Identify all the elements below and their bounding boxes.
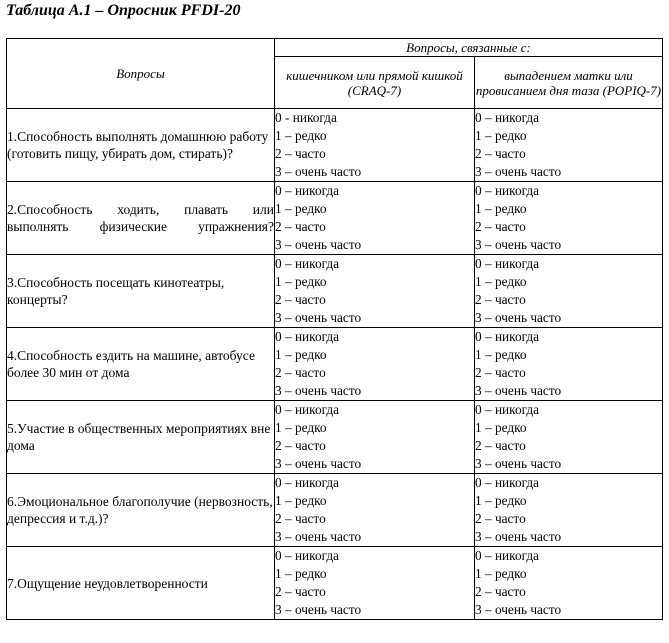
answer-option: 0 – никогда (475, 402, 540, 417)
answer-option: 3 – очень часто (475, 310, 562, 325)
answer-option: 1 – редко (275, 201, 327, 216)
answer-option: 3 – очень часто (475, 237, 562, 252)
answer-option: 2 – часто (475, 511, 526, 526)
answer-option: 3 – очень часто (475, 602, 562, 617)
answer-option: 2 – часто (275, 365, 326, 380)
question-cell: 2.Способность ходить, плавать или выполнять физические упражнения? (7, 182, 275, 255)
popiq-answers-cell (475, 328, 663, 401)
popiq-answers-cell (475, 401, 663, 474)
popiq-answers-cell (475, 547, 663, 620)
craq-answers-cell (275, 474, 475, 547)
answer-option: 2 – часто (475, 292, 526, 307)
answer-option: 3 – очень часто (275, 529, 362, 544)
answer-option: 3 – очень часто (475, 529, 562, 544)
craq-answers-cell (275, 328, 475, 401)
answer-option: 2 – часто (275, 292, 326, 307)
craq-answers-cell (275, 109, 475, 182)
answer-option: 0 – никогда (275, 256, 340, 271)
answer-option: 3 – очень часто (475, 383, 562, 398)
answer-option: 2 – часто (475, 365, 526, 380)
answer-option: 2 – часто (275, 146, 326, 161)
answer-option: 1 – редко (275, 347, 327, 362)
question-cell: 3.Способность посещать кинотеатры, концерты? (7, 255, 275, 328)
question-cell: 4.Способность ездить на машине, автобусе более 30 мин от дома (7, 328, 275, 401)
answer-option: 2 – часто (275, 438, 326, 453)
question-cell: 7.Ощущение неудовлетворенности (7, 547, 275, 620)
popiq-answers-cell (475, 474, 663, 547)
question-cell: 6.Эмоциональное благополучие (нервозность, депрессия и т.д.)? (7, 474, 275, 547)
popiq-answers-cell (475, 182, 663, 255)
table-row (7, 109, 663, 182)
popiq-answers-cell (475, 255, 663, 328)
answer-option: 3 – очень часто (275, 456, 362, 471)
craq-answers-cell (275, 255, 475, 328)
table-body (7, 109, 663, 620)
answer-option: 1 – редко (275, 128, 327, 143)
answer-option: 3 – очень часто (275, 164, 362, 179)
answer-option: 2 – часто (275, 511, 326, 526)
answer-option: 0 – никогда (475, 475, 540, 490)
answer-option: 1 – редко (475, 347, 527, 362)
answer-option: 0 – никогда (275, 329, 340, 344)
answer-option: 3 – очень часто (275, 237, 362, 252)
answer-option: 1 – редко (475, 201, 527, 216)
answer-option: 0 – никогда (275, 475, 340, 490)
question-cell: 1.Способность выполнять домашнюю работу (готовить пищу, убирать дом, стирать)? (7, 109, 275, 182)
answer-option: 1 – редко (275, 566, 327, 581)
answer-option: 0 – никогда (275, 183, 340, 198)
answer-option: 0 – никогда (475, 548, 540, 563)
answer-option: 2 – часто (475, 584, 526, 599)
answer-option: 1 – редко (475, 128, 527, 143)
answer-option: 3 – очень часто (475, 164, 562, 179)
answer-option: 0 - никогда (275, 110, 337, 125)
answer-option: 3 – очень часто (275, 310, 362, 325)
answer-option: 1 – редко (275, 420, 327, 435)
question-cell: 5.Участие в общественных мероприятиях вне дома (7, 401, 275, 474)
table-row (7, 547, 663, 620)
answer-option: 1 – редко (475, 274, 527, 289)
answer-option: 3 – очень часто (275, 383, 362, 398)
answer-option: 1 – редко (475, 566, 527, 581)
popiq-column-header: выпадением матки или провисанием дня таза (POPIQ-7) (475, 57, 663, 109)
table-row (7, 401, 663, 474)
popiq-answers-cell (475, 109, 663, 182)
answer-option: 1 – редко (475, 493, 527, 508)
table-row (7, 328, 663, 401)
answer-option: 2 – часто (475, 438, 526, 453)
pfdi-questionnaire-table (6, 38, 663, 620)
table-row (7, 474, 663, 547)
answer-option: 1 – редко (275, 274, 327, 289)
craq-answers-cell (275, 401, 475, 474)
answer-option: 2 – часто (275, 219, 326, 234)
answer-option: 0 – никогда (275, 548, 340, 563)
answer-option: 0 – никогда (475, 256, 540, 271)
answer-option: 2 – часто (275, 584, 326, 599)
answer-option: 0 – никогда (475, 183, 540, 198)
answer-option: 1 – редко (475, 420, 527, 435)
answer-option: 0 – никогда (275, 402, 340, 417)
answer-option: 1 – редко (275, 493, 327, 508)
questions-column-header: Вопросы (7, 39, 275, 109)
answer-option: 0 – никогда (475, 110, 540, 125)
answer-option: 3 – очень часто (275, 602, 362, 617)
answer-option: 2 – часто (475, 146, 526, 161)
answer-option: 0 – никогда (475, 329, 540, 344)
craq-column-header: кишечником или прямой кишкой (CRAQ-7) (275, 57, 475, 109)
table-caption: Таблица А.1 – Опросник PFDI-20 (6, 2, 241, 19)
craq-answers-cell (275, 547, 475, 620)
craq-answers-cell (275, 182, 475, 255)
table-row (7, 255, 663, 328)
table-row (7, 182, 663, 255)
answer-option: 2 – часто (475, 219, 526, 234)
related-questions-group-header: Вопросы, связанные с: (275, 39, 663, 57)
answer-option: 3 – очень часто (475, 456, 562, 471)
